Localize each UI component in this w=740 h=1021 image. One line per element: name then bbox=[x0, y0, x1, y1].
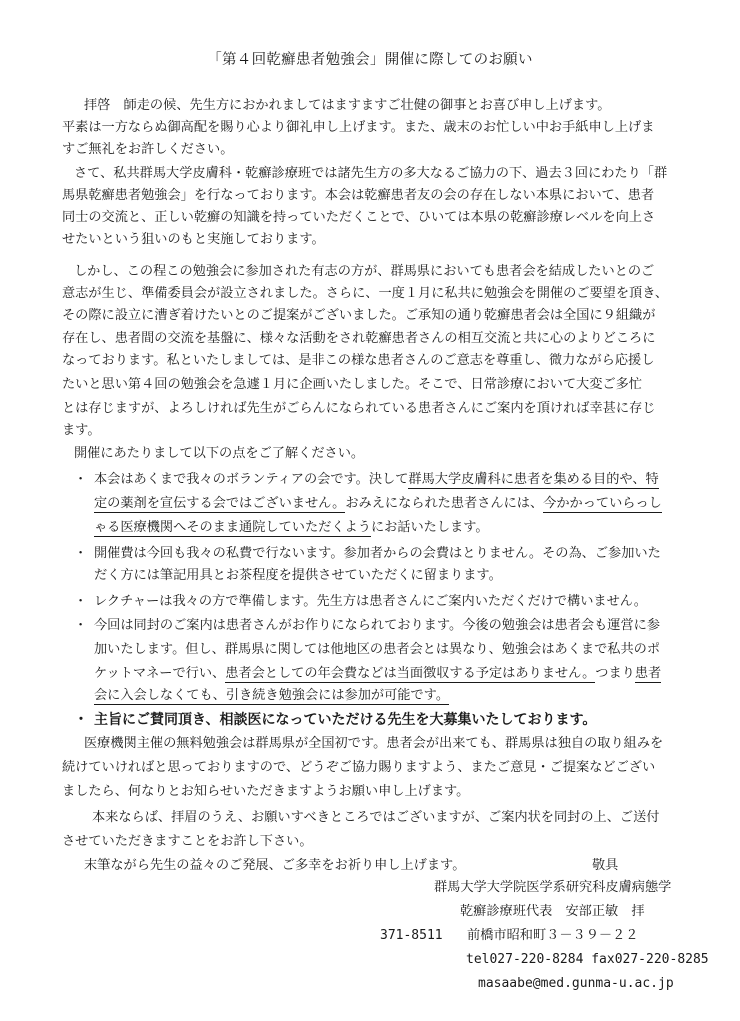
bullet-text: ケットマネーで行い、 bbox=[94, 666, 226, 681]
signature-address bbox=[380, 926, 638, 946]
recruitment-notice: 主旨にご賛同頂き、相談医になっていただける先生を大募集いたしております。 bbox=[94, 712, 597, 728]
keigu: 敬具 bbox=[592, 858, 619, 873]
signature-tel-fax: tel027-220-8284 fax027-220-8285 bbox=[466, 952, 709, 967]
bullet-4-line-2: 加いたします。但し、群馬県に関しては他地区の患者会とは異なり、勉強会はあくまで私共のポ bbox=[94, 642, 661, 657]
body-line: 意志が生じ、準備委員会が設立されました。さらに、一度１月に私共に勉強会を開催のご要望を頂き、 bbox=[62, 286, 669, 301]
body-line: ます。 bbox=[62, 423, 101, 438]
underlined-text: 会に入会しなくても、引き続き勉強会には参加が可能です。 bbox=[94, 688, 450, 703]
body-line: 続けていければと思っておりますので、どうぞご協力賜りますよう、またご意見・ご提案などござい bbox=[62, 760, 656, 775]
signature-name: 乾癬診療班代表 安部正敏 拝 bbox=[460, 904, 645, 919]
body-line: その際に設立に漕ぎ着けたいとのご提案がございました。ご承知の通り乾癬患者会は全国に９組織が bbox=[62, 308, 656, 323]
bullet-2-line-2: だく方には筆記用具とお茶程度を提供させていただくに留まります。 bbox=[94, 568, 502, 583]
body-line: とは存じますが、よろしければ先生がごらんになられている患者さんにご案内を頂ければ幸甚に存じ bbox=[62, 401, 656, 416]
bullet-1-line-1 bbox=[94, 470, 659, 490]
bullet-4-line-4 bbox=[94, 686, 449, 706]
signature-email: masaabe@med.gunma-u.ac.jp bbox=[478, 976, 674, 991]
bullet-4-line-1: 今回は同封のご案内は患者さんがお作りになられております。今後の勉強会は患者会も運営に参 bbox=[94, 618, 661, 633]
street-address: 前橋市昭和町３－３９－２２ bbox=[467, 928, 639, 943]
body-line: させていただきますことをお許し下さい。 bbox=[62, 834, 313, 849]
body-line: すご無礼をお許しください。 bbox=[62, 142, 234, 157]
bullet-mark: ・ bbox=[74, 546, 88, 561]
underlined-text: 患者会としての年会費などは当面徴収する予定はありません。 bbox=[225, 666, 596, 681]
body-line: 存在し、患者間の交流を基盤に、様々な活動をされ乾癬患者さんの相互交流と共に心のよりどころに bbox=[62, 331, 656, 346]
bullet-4-line-3 bbox=[94, 664, 661, 684]
body-line: ましたら、何なりとお知らせいただきますようお願い申し上げます。 bbox=[62, 784, 470, 799]
underlined-text: ゃる医療機関へそのまま通院していただくよう bbox=[94, 520, 371, 535]
bullet-2-line-1: 開催費は今回も我々の私費で行ないます。参加者からの会費はとりません。その為、ご参加いた bbox=[94, 546, 661, 561]
bullet-1-line-3 bbox=[94, 518, 489, 538]
bullet-text: 本会はあくまで我々のボランティアの会です。決して bbox=[94, 472, 409, 487]
bullet-mark: ・ bbox=[74, 618, 88, 633]
underlined-text: 今かかっていらっし bbox=[543, 496, 662, 511]
body-line: しかし、この程この勉強会に参加された有志の方が、群馬県においても患者会を結成したいとのご bbox=[74, 264, 655, 279]
letter-title: 「第４回乾癬患者勉強会」開催に際してのお願い bbox=[207, 52, 533, 68]
body-line: 平素は一方ならぬ御高配を賜り心より御礼申し上げます。また、歳末のお忙しい中お手紙申し上げま bbox=[62, 120, 655, 135]
postal-code: 371-8511 bbox=[380, 928, 443, 943]
body-line: せたいという狙いのもと実施しております。 bbox=[62, 232, 325, 247]
bullet-3-line-1: レクチャーは我々の方で準備します。先生方は患者さんにご案内いただくだけで構いません。 bbox=[94, 594, 647, 609]
conditions-intro: 開催にあたりまして以下の点をご了解ください。 bbox=[74, 446, 365, 461]
bullet-mark: ・ bbox=[74, 472, 88, 487]
underlined-text: 定の薬剤を宣伝する会ではございません。 bbox=[94, 496, 346, 511]
signature-organization: 群馬大学大学院医学系研究科皮膚病態学 bbox=[434, 880, 672, 895]
bullet-text: おみえになられた患者さんには、 bbox=[345, 496, 544, 511]
underlined-text: 患者 bbox=[634, 666, 662, 681]
bullet-text: つまり bbox=[595, 666, 635, 681]
body-line: 本来ならば、拝眉のうえ、お願いすべきところではございますが、ご案内状を同封の上、ご送付 bbox=[92, 810, 660, 825]
bullet-mark: ・ bbox=[74, 712, 88, 728]
body-line: 同士の交流と、正しい乾癬の知識を持っていただくことで、ひいては本県の乾癬診療レベルを向上さ bbox=[62, 210, 656, 225]
bullet-1-line-2 bbox=[94, 494, 662, 514]
body-line: 拝啓 師走の候、先生方におかれましてはますますご壮健の御事とお喜び申し上げます。 bbox=[84, 98, 611, 113]
closing-line: 末筆ながら先生の益々のご発展、ご多幸をお祈り申し上げます。 bbox=[84, 858, 466, 873]
bullet-mark: ・ bbox=[74, 594, 88, 609]
body-line: 馬県乾癬患者勉強会」を行なっております。本会は乾癬患者友の会の存在しない本県において、患者 bbox=[62, 188, 655, 203]
body-line: たいと思い第４回の勉強会を急遽１月に企画いたしました。そこで、日常診療において大変ご多忙 bbox=[62, 377, 642, 392]
underlined-text: 群馬大学皮膚科に患者を集める目的や、特 bbox=[408, 472, 659, 487]
bullet-text: にお話いたします。 bbox=[370, 520, 489, 535]
body-line: さて、私共群馬大学皮膚科・乾癬診療班では諸先生方の多大なるご協力の下、過去３回にわたり「群 bbox=[74, 166, 668, 181]
body-line: なっております。私といたしましては、是非この様な患者さんのご意志を尊重し、微力ながら応援し bbox=[62, 353, 655, 368]
body-line: 医療機関主催の無料勉強会は群馬県が全国初です。患者会が出来ても、群馬県は独自の取り組みを bbox=[84, 736, 664, 751]
